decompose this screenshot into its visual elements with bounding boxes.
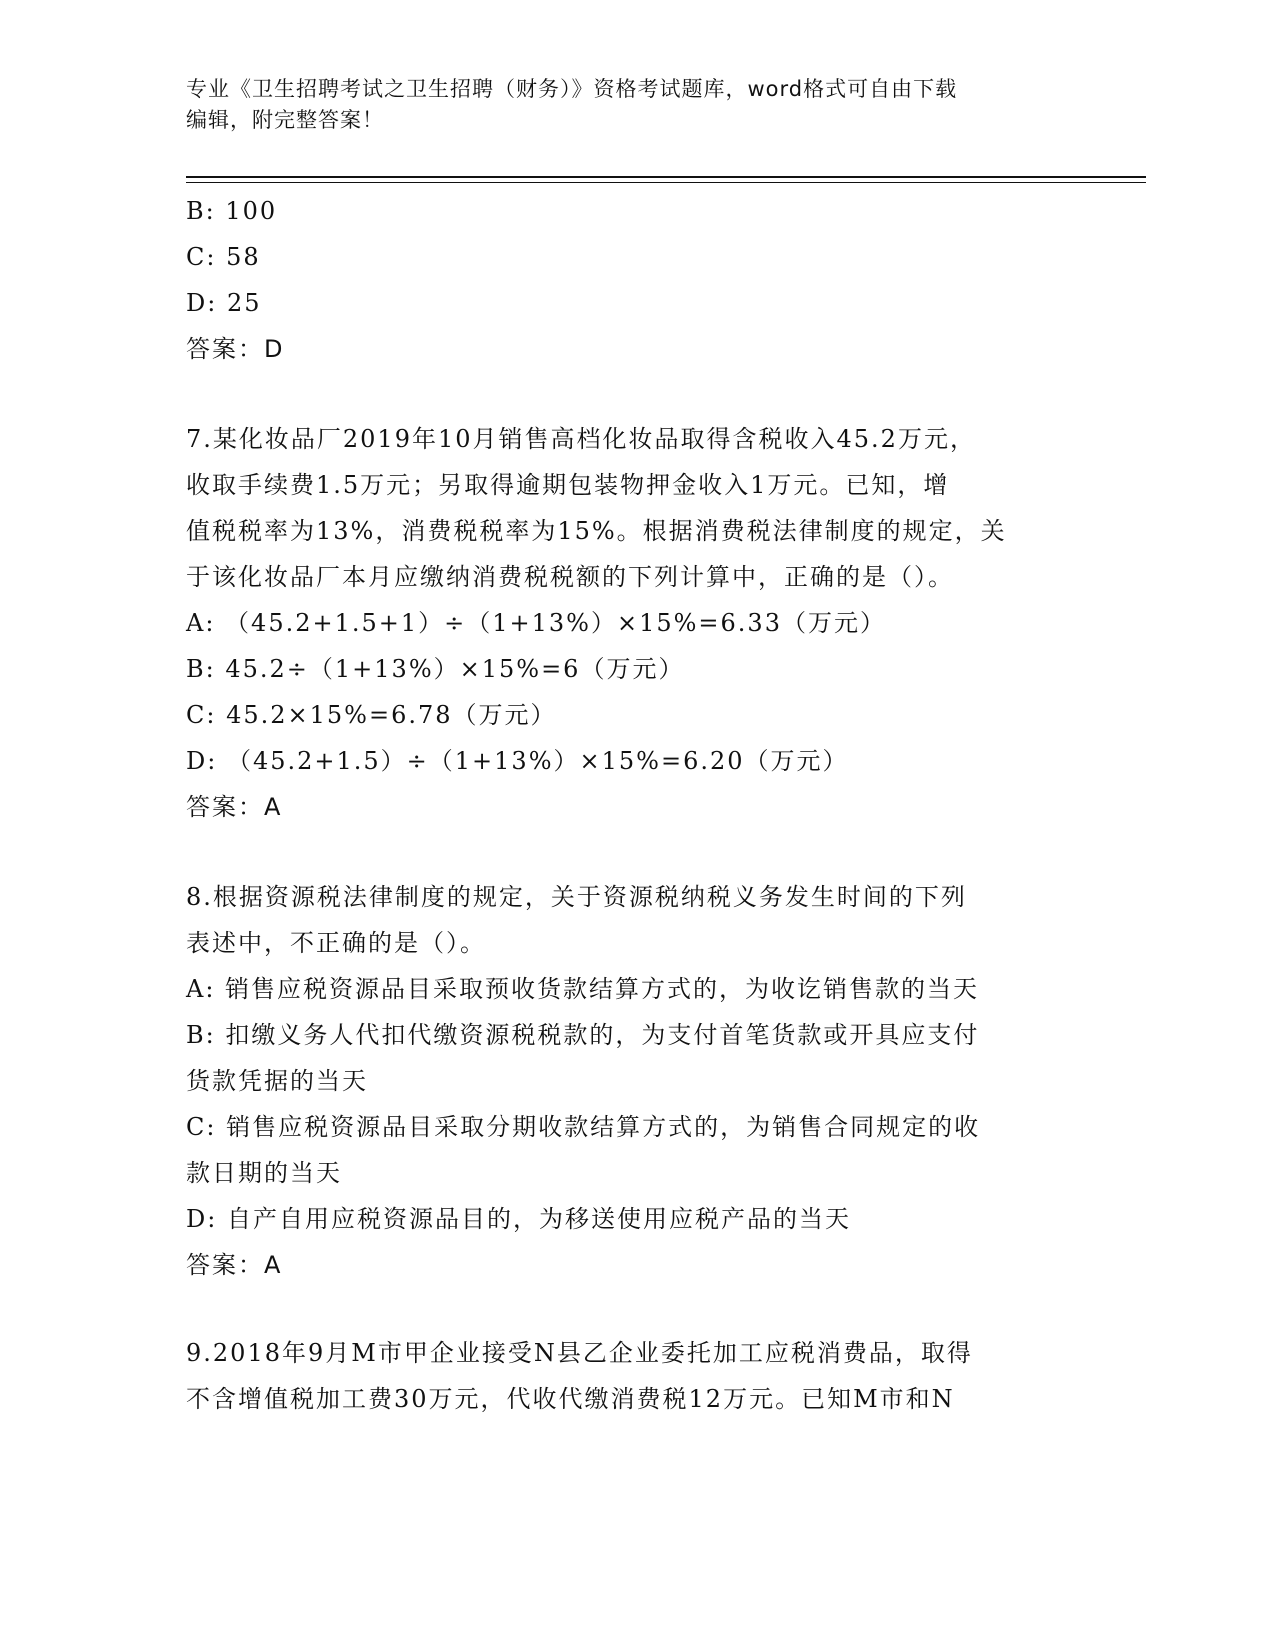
option-c: C: 58 (186, 243, 261, 271)
question-stem: 9.2018年9月M市甲企业接受N县乙企业委托加工应税消费品，取得 (186, 1339, 973, 1367)
spacer (186, 372, 1066, 416)
option-b-continued: 货款凭据的当天 (186, 1067, 368, 1095)
option-d: D: 自产自用应税资源品目的，为移送使用应税产品的当天 (186, 1205, 851, 1233)
option-b: B: 扣缴义务人代扣代缴资源税税款的，为支付首笔货款或开具应支付 (186, 1021, 980, 1049)
answer-line: 答案：A (186, 1251, 283, 1279)
option-c-continued: 款日期的当天 (186, 1159, 342, 1187)
document-body (186, 188, 1066, 1422)
question-7 (186, 416, 1066, 830)
answer-line: 答案：D (186, 335, 285, 363)
option-d: D: （45.2+1.5）÷（1+13%）×15%=6.20（万元） (186, 747, 849, 775)
option-b: B: 100 (186, 197, 278, 225)
option-c: C: 销售应税资源品目采取分期收款结算方式的，为销售合同规定的收 (186, 1113, 981, 1141)
question-stem: 8.根据资源税法律制度的规定，关于资源税纳税义务发生时间的下列 (186, 883, 967, 911)
question-stem: 不含增值税加工费30万元，代收代缴消费税12万元。已知M市和N (186, 1385, 955, 1413)
question-stem: 收取手续费1.5万元；另取得逾期包装物押金收入1万元。已知，增 (186, 471, 950, 499)
header-line-1: 专业《卫生招聘考试之卫生招聘（财务）》资格考试题库，word格式可自由下载 (186, 77, 958, 101)
answer-line: 答案：A (186, 793, 283, 821)
question-6-tail (186, 188, 1066, 372)
header-divider-thin (186, 182, 1146, 183)
option-a: A: 销售应税资源品目采取预收货款结算方式的，为收讫销售款的当天 (186, 975, 980, 1003)
header-line-2: 编辑，附完整答案！ (186, 108, 384, 132)
spacer (186, 1288, 1066, 1330)
question-stem: 表述中，不正确的是（）。 (186, 929, 486, 957)
option-a: A: （45.2+1.5+1）÷（1+13%）×15%=6.33（万元） (186, 609, 886, 637)
document-header (186, 74, 1066, 136)
question-9 (186, 1330, 1066, 1422)
header-divider-thick (186, 176, 1146, 178)
spacer (186, 830, 1066, 874)
question-stem: 7.某化妆品厂2019年10月销售高档化妆品取得含税收入45.2万元， (186, 425, 976, 453)
question-stem: 值税税率为13%，消费税税率为15%。根据消费税法律制度的规定，关 (186, 517, 1007, 545)
question-stem: 于该化妆品厂本月应缴纳消费税税额的下列计算中，正确的是（）。 (186, 563, 954, 591)
question-8 (186, 874, 1066, 1288)
option-d: D: 25 (186, 289, 262, 317)
option-c: C: 45.2×15%=6.78（万元） (186, 701, 557, 729)
option-b: B: 45.2÷（1+13%）×15%=6（万元） (186, 655, 685, 683)
